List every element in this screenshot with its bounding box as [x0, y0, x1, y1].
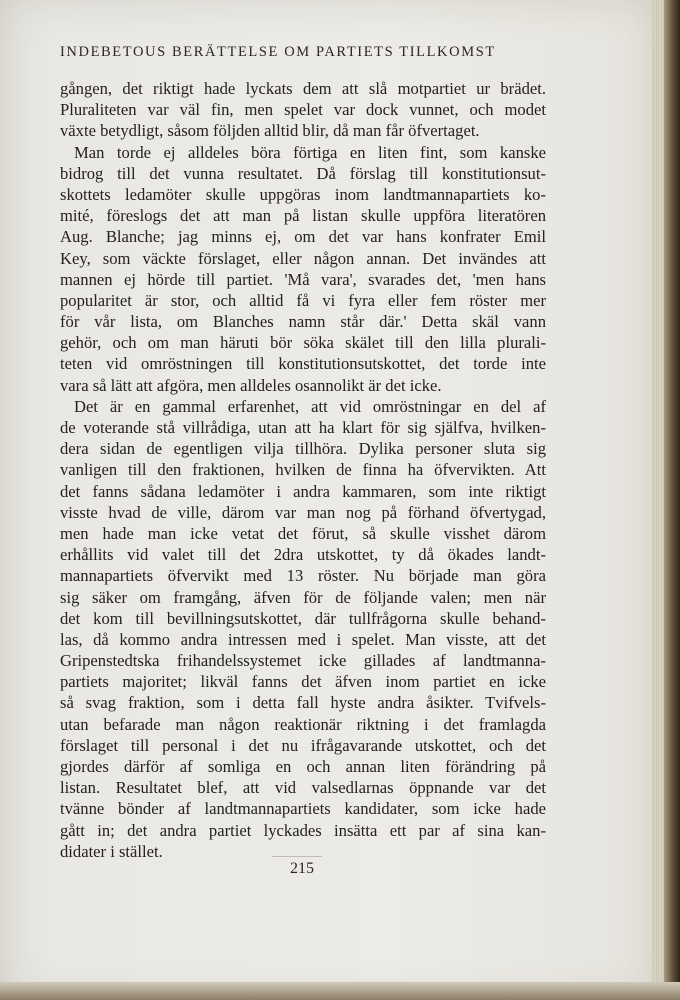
text-line: det fanns sådana ledamöter i andra kammaren, som inte riktigt [60, 481, 546, 501]
text-line: erhållits vid valet till det 2dra utskottet, ty då ökades landt- [60, 545, 546, 565]
text-line: Pluraliteten var väl fin, men spelet var dock vunnet, och modet [60, 100, 546, 120]
text-line: partiets majoritet; likväl fanns det äfven inom partiet en icke [60, 672, 546, 692]
text-line: mité, föreslogs det att man på listan skulle uppföra literatören [60, 206, 546, 226]
text-line: skottets ledamöter skulle uppgöras inom landtmannapartiets ko- [60, 184, 546, 204]
text-line: gången, det riktigt hade lyckats dem att slå motpartiet ur brädet. [60, 79, 546, 98]
text-line: Gripenstedtska frihandelssystemet icke gillades af landtmanna- [60, 651, 546, 671]
text-line: mannapartiets öfvervikt med 13 röster. Nu började man göra [60, 566, 546, 586]
text-line: las, då kommo andra intressen med i spelet. Man visste, att det [60, 629, 546, 649]
text-line: förslaget till personal i det nu ifrågavarande utskottet, och det [60, 735, 546, 755]
text-line: det kom till bevillningsutskottet, där tullfrågorna skulle behand- [60, 608, 546, 628]
text-line: växte betydligt, såsom följden alltid blir, då man får öfvertaget. [60, 121, 480, 141]
text-line: didater i stället. [60, 841, 163, 861]
running-header: INDEBETOUS BERÄTTELSE OM PARTIETS TILLKOMST [60, 44, 496, 60]
text-line: utan befarade man någon reaktionär riktning i det framlagda [60, 714, 546, 734]
text-line: mannen ej hörde till partiet. 'Må vara', svarades det, 'men hans [60, 269, 546, 289]
text-line: sig säker om framgång, äfven för de följande valen; men när [60, 587, 546, 607]
body-text [60, 78, 546, 862]
text-line: för vår lista, om Blanches namn står där.' Detta skäl vann [60, 312, 546, 332]
text-line: listan. Resultatet blef, att vid valsedlarnas öppnande var det [60, 778, 546, 798]
text-line: tvänne bönder af landtmannapartiets kandidater, som icke hade [60, 799, 546, 819]
page-number-rule [272, 856, 322, 857]
text-line: gått in; det andra partiet lyckades insätta ett par af sina kan- [60, 820, 546, 840]
text-line: gehör, och om man häruti bör söka skälet till den lilla plurali- [60, 333, 546, 353]
text-line: Det är en gammal erfarenhet, att vid omröstningar en del af [74, 396, 546, 416]
page-bottom-edge [0, 982, 680, 1000]
text-line: visste hvad de ville, därom var man nog på förhand öfvertygad, [60, 502, 546, 522]
text-line: vanligen till den fraktionen, hvilken de finna ha öfvervikten. Att [60, 460, 546, 480]
text-line: teten vid omröstningen till konstitutionsutskottet, det torde inte [60, 354, 546, 374]
page-number: 215 [290, 860, 314, 877]
text-line: gjordes därför af somliga en och annan liten förändring på [60, 757, 546, 776]
text-line: Key, som väckte förslaget, eller någon annan. Det invändes att [60, 248, 546, 268]
text-line: Aug. Blanche; jag minns ej, om det var hans konfrater Emil [60, 227, 546, 247]
text-line: de voterande stå villrådiga, utan att ha klart för sig själfva, hvilken- [60, 418, 546, 437]
text-line: men hade man icke vetat det förut, så skulle visshet därom [60, 523, 546, 543]
text-line: så svag fraktion, som i detta fall hyste andra åsikter. Tvifvels- [60, 693, 546, 713]
text-line: Man torde ej alldeles böra förtiga en liten fint, som kanske [74, 142, 546, 162]
text-line: popularitet är stor, och alltid få vi fyra eller fem röster mer [60, 290, 546, 310]
text-line: vara så lätt att afgöra, men alldeles osannolikt är det icke. [60, 375, 442, 395]
text-line: bidrog till det vunna resultatet. Då förslag till konstitutionsut- [60, 163, 546, 183]
text-line: dera sidan de egentligen vilja tillhöra. Dylika personer sluta sig [60, 439, 546, 459]
book-cover-edge [664, 0, 680, 1000]
